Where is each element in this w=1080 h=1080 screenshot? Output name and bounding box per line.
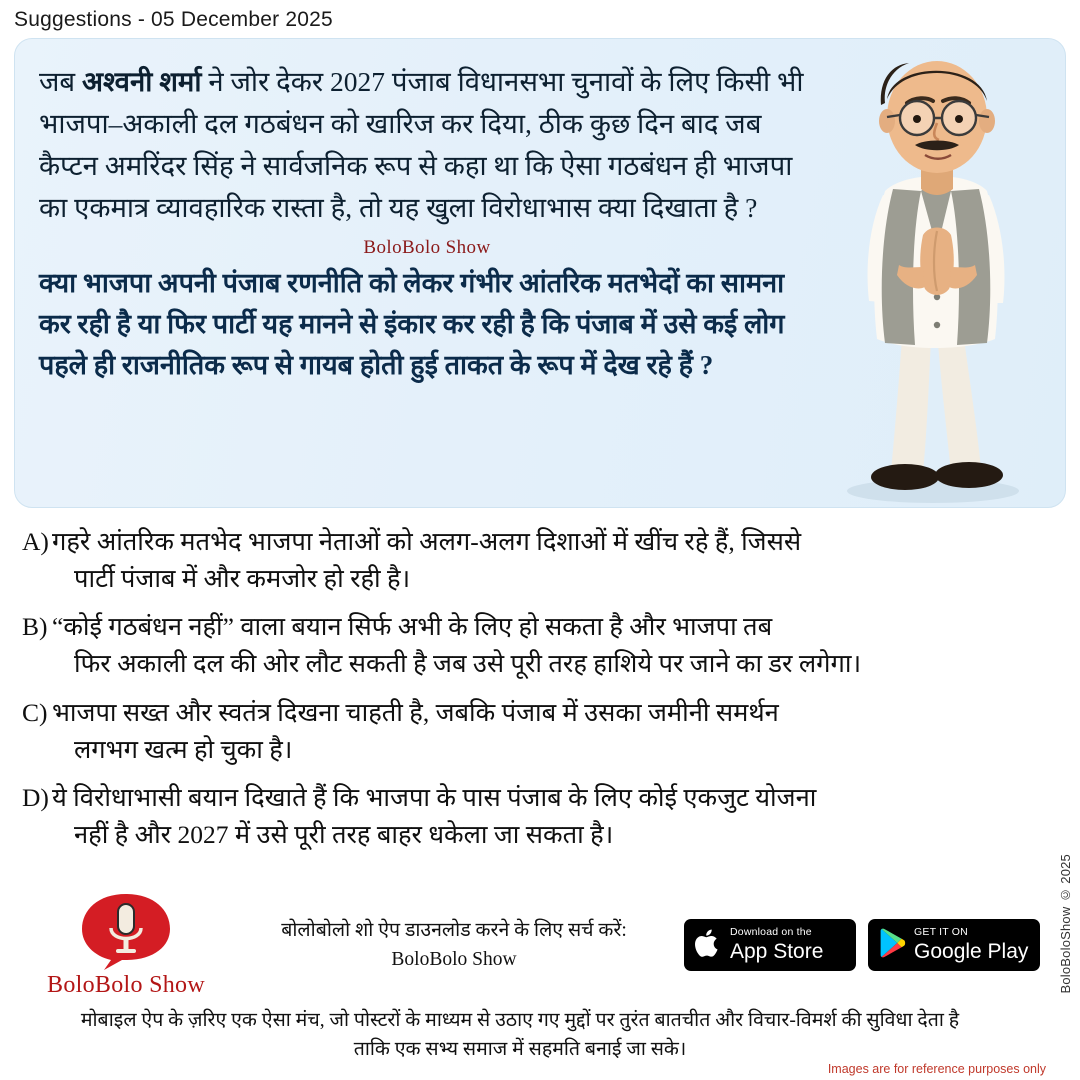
promo-line-1: बोलोबोलो शो ऐप डाउनलोड करने के लिए सर्च करें: (281, 919, 627, 941)
option-letter: D) (22, 783, 49, 813)
apple-icon (694, 926, 722, 965)
question-bold-paragraph: क्या भाजपा अपनी पंजाब रणनीति को लेकर गंभीर आंतरिक मतभेदों का सामना कर रही है या फिर पार्टी यह मानने से इंकार कर रही है कि पंजाब में उसे कई लोग पहले ही राजनीतिक रूप से गायब होती हुई ताकत के रूप में देख रहे हैं ? (39, 268, 785, 381)
app-store-label (730, 927, 823, 963)
card-brand-line: BoloBolo Show (363, 237, 491, 259)
google-play-icon (878, 927, 906, 964)
copyright-sidebar: BoloBoloShow © 2025 (1058, 854, 1073, 994)
option-line-1: भाजपा सख्त और स्वतंत्र दिखना चाहती है, जबकि पंजाब में उसका जमीनी समर्थन (52, 697, 779, 727)
google-play-button[interactable] (868, 919, 1040, 971)
footer (0, 880, 1080, 1080)
option-line-1: गहरे आंतरिक मतभेद भाजपा नेताओं को अलग-अलग दिशाओं में खींच रहे हैं, जिससे (52, 527, 802, 556)
promo-text (224, 916, 684, 975)
option-line-2: पार्टी पंजाब में और कमजोर हो रही है। (74, 563, 411, 593)
option-line-2: फिर अकाली दल की ओर लौट सकती है जब उसे पूरी तरह हाशिये पर जाने का डर लगेगा। (74, 649, 862, 679)
question-post: ने जोर देकर 2027 पंजाब विधानसभा चुनावों के लिए किसी भी भाजपा–अकाली दल गठबंधन को खारिज कर दिया, ठीक कुछ दिन बाद जब कैप्टन अमरिंदर सिंह ने सार्वजनिक रूप से कहा था कि ऐसा गठबंधन ही भाजपा का एकमात्र व्यावहारिक रास्ता है, तो यह खुला विरोधाभास क्या दिखाता है ? (39, 66, 804, 224)
app-store-small-label: Download on the (730, 926, 812, 939)
list-item[interactable] (22, 609, 1062, 682)
footer-top-row (0, 880, 1080, 1004)
app-store-button[interactable] (684, 919, 856, 971)
option-letter: C) (22, 697, 48, 727)
disclaimer-text: Images are for reference purposes only (827, 1062, 1046, 1076)
microphone-speech-bubble-icon (78, 892, 174, 970)
list-item[interactable] (22, 524, 1062, 597)
option-text (52, 524, 1062, 597)
option-text (52, 609, 1062, 682)
question-pre: जब (39, 66, 82, 97)
list-item[interactable] (22, 695, 1062, 768)
option-line-2: नहीं है और 2027 में उसे पूरी तरह बाहर धकेला जा सकता है। (74, 820, 614, 850)
option-line-1: ये विरोधाभासी बयान दिखाते हैं कि भाजपा के पास पंजाब के लिए कोई एकजुट योजना (52, 783, 817, 813)
tagline-line-1: मोबाइल ऐप के ज़रिए एक ऐसा मंच, जो पोस्टरों के माध्यम से उठाए गए मुद्दों पर तुरंत बातचीत और विचार-विमर्श की सुविधा देता है (80, 1010, 960, 1031)
brand-logo (28, 892, 224, 999)
option-letter: A) (22, 527, 49, 556)
google-play-small-label: GET IT ON (914, 926, 968, 939)
store-badges (684, 919, 1040, 971)
politician-illustration (819, 39, 1047, 507)
app-store-big-label: App Store (730, 939, 824, 963)
question-highlight: अश्वनी शर्मा (81, 66, 202, 97)
option-text (52, 780, 1062, 853)
google-play-label (914, 927, 1028, 963)
google-play-big-label: Google Play (914, 939, 1029, 963)
option-line-1: “कोई गठबंधन नहीं” वाला बयान सिर्फ अभी के लिए हो सकता है और भाजपा तब (52, 612, 773, 642)
tagline-line-2: ताकि एक सभ्य समाज में सहमति बनाई जा सके। (353, 1039, 687, 1061)
option-letter: B) (22, 612, 48, 642)
list-item[interactable] (22, 780, 1062, 853)
option-text (52, 695, 1062, 768)
footer-tagline (0, 1004, 1080, 1065)
options-list (22, 524, 1062, 854)
page-title: Suggestions - 05 December 2025 (14, 8, 333, 31)
question-card (14, 38, 1066, 508)
option-line-2: लगभग खत्म हो चुका है। (74, 734, 293, 764)
brand-logo-text: BoloBolo Show (47, 971, 205, 998)
promo-line-2: BoloBolo Show (391, 949, 517, 970)
